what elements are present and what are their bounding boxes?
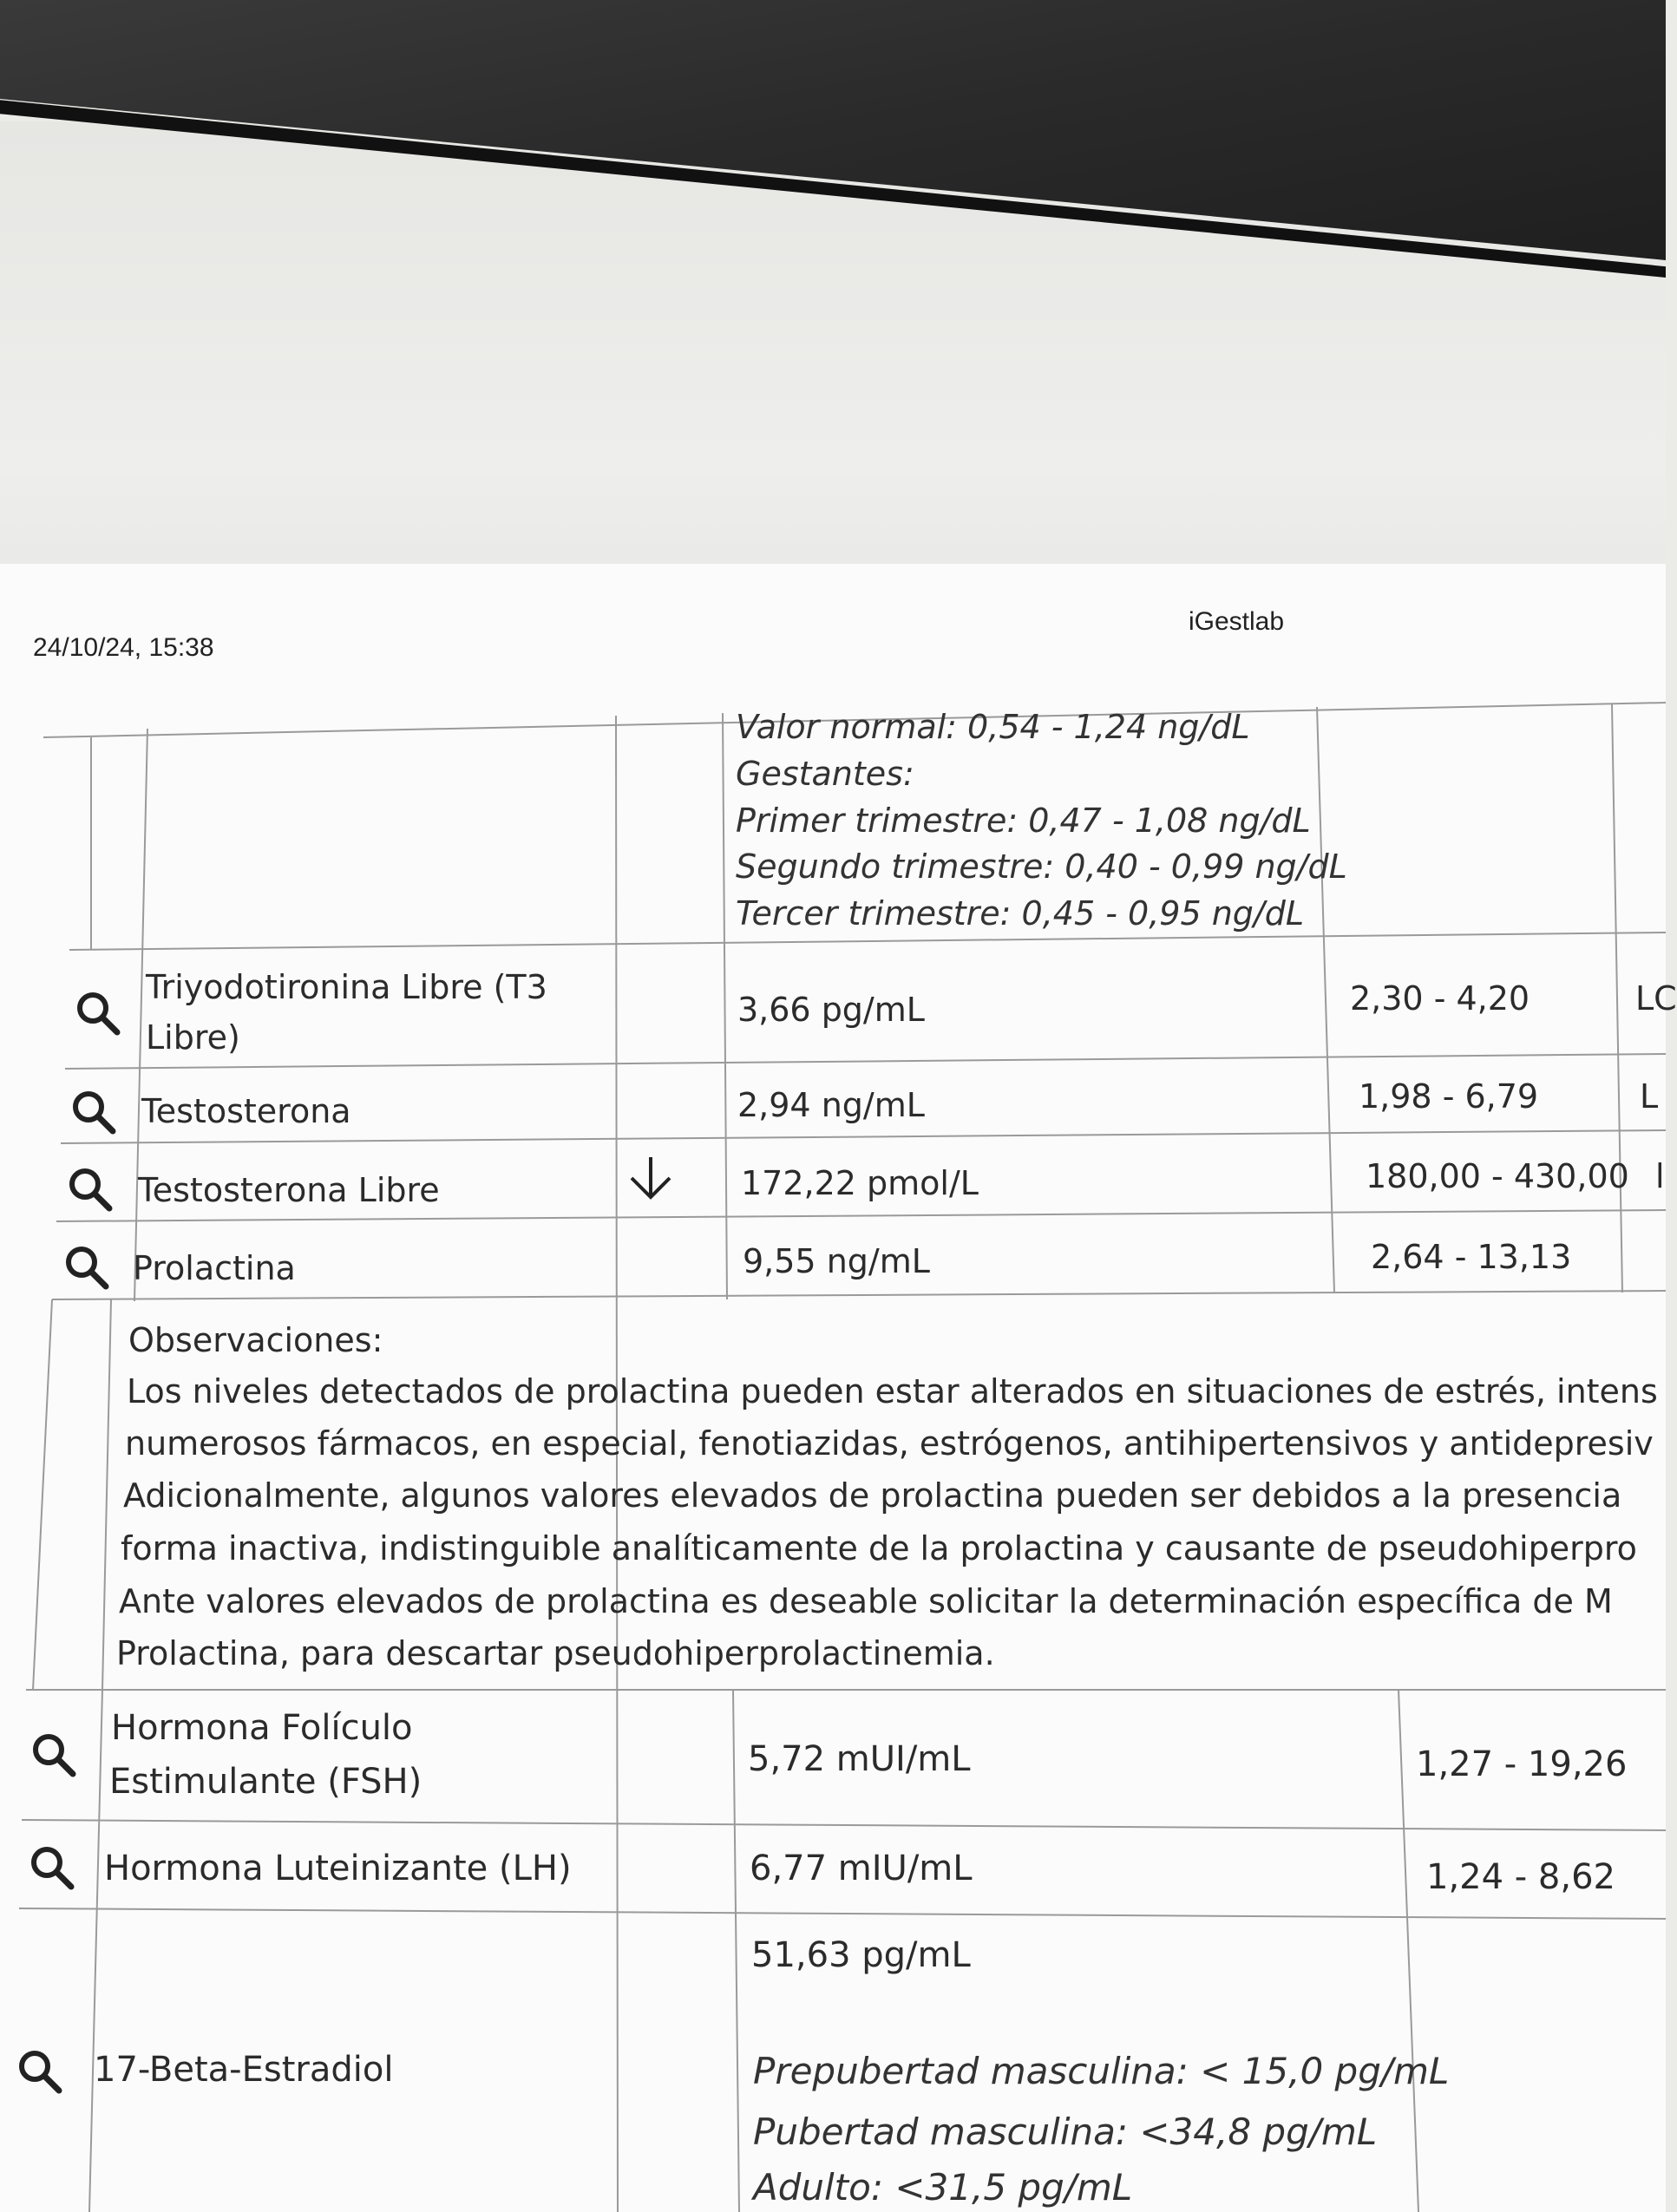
test-value: 172,22 pmol/L: [741, 1164, 979, 1202]
test-name: Testosterona Libre: [138, 1171, 440, 1209]
test-range: 2,30 - 4,20: [1350, 979, 1530, 1018]
app-name: iGestlab: [1189, 607, 1285, 636]
test-range: 1,27 - 19,26: [1416, 1744, 1628, 1784]
test-range: 2,64 - 13,13: [1371, 1238, 1572, 1276]
observation-line: forma inactiva, indistinguible analíticamente de la prolactina y causante de pseudohiperpro: [121, 1529, 1637, 1567]
test-value: 2,94 ng/mL: [737, 1086, 925, 1124]
test-name: Triyodotironina Libre (T3: [146, 968, 547, 1006]
test-name: Testosterona: [141, 1092, 351, 1130]
test-extra: l: [1655, 1157, 1665, 1195]
observation-line: Ante valores elevados de prolactina es deseable solicitar la determinación específica de M: [119, 1582, 1613, 1620]
test-name: Hormona Luteinizante (LH): [104, 1849, 572, 1888]
ref-note-line: Gestantes:: [736, 755, 914, 793]
test-value: 9,55 ng/mL: [743, 1242, 930, 1280]
magnifier-icon[interactable]: [69, 1088, 118, 1136]
test-range: 180,00 - 430,00: [1366, 1157, 1629, 1195]
test-value: 6,77 mIU/mL: [750, 1849, 973, 1888]
test-name: Estimulante (FSH): [109, 1762, 423, 1802]
ref-note-line: Valor normal: 0,54 - 1,24 ng/dL: [736, 708, 1250, 746]
ref-note-line: Primer trimestre: 0,47 - 1,08 ng/dL: [736, 802, 1311, 840]
observation-line: Los niveles detectados de prolactina pueden estar alterados en situaciones de estrés, intens: [127, 1372, 1658, 1410]
test-extra: L: [1640, 1077, 1659, 1116]
ref-note-line: Pubertad masculina: <34,8 pg/mL: [753, 2111, 1378, 2153]
observation-line: Adicionalmente, algunos valores elevados de prolactina pueden ser debidos a la presencia: [123, 1476, 1622, 1515]
ref-note-line: Adulto: <31,5 pg/mL: [753, 2166, 1133, 2209]
print-date: 24/10/24, 15:38: [33, 633, 214, 662]
magnifier-icon[interactable]: [74, 989, 122, 1037]
test-value: 5,72 mUI/mL: [748, 1739, 971, 1779]
down-arrow-icon: [625, 1152, 677, 1204]
test-range: 1,24 - 8,62: [1426, 1857, 1615, 1897]
test-value: 51,63 pg/mL: [751, 1935, 971, 1975]
ref-note-line: Tercer trimestre: 0,45 - 0,95 ng/dL: [736, 894, 1305, 933]
test-value: 3,66 pg/mL: [737, 991, 925, 1029]
test-range: 1,98 - 6,79: [1359, 1077, 1539, 1116]
magnifier-icon[interactable]: [16, 2047, 64, 2096]
ref-note-line: Prepubertad masculina: < 15,0 pg/mL: [753, 2050, 1450, 2092]
magnifier-icon[interactable]: [29, 1731, 78, 1779]
test-name: Prolactina: [133, 1249, 296, 1287]
test-extra: LC: [1635, 979, 1677, 1018]
observations-title: Observaciones:: [128, 1321, 383, 1359]
ref-note-line: Segundo trimestre: 0,40 - 0,99 ng/dL: [736, 847, 1347, 886]
magnifier-icon[interactable]: [62, 1243, 111, 1292]
test-name: Hormona Folículo: [111, 1708, 413, 1748]
magnifier-icon[interactable]: [28, 1843, 76, 1892]
observation-line: numerosos fármacos, en especial, fenotiazidas, estrógenos, antihipertensivos y antidepresiv: [125, 1424, 1654, 1463]
observation-line: Prolactina, para descartar pseudohiperprolactinemia.: [116, 1634, 995, 1672]
test-name: 17-Beta-Estradiol: [94, 2050, 394, 2090]
magnifier-icon[interactable]: [66, 1165, 115, 1214]
test-name: Libre): [146, 1018, 240, 1057]
